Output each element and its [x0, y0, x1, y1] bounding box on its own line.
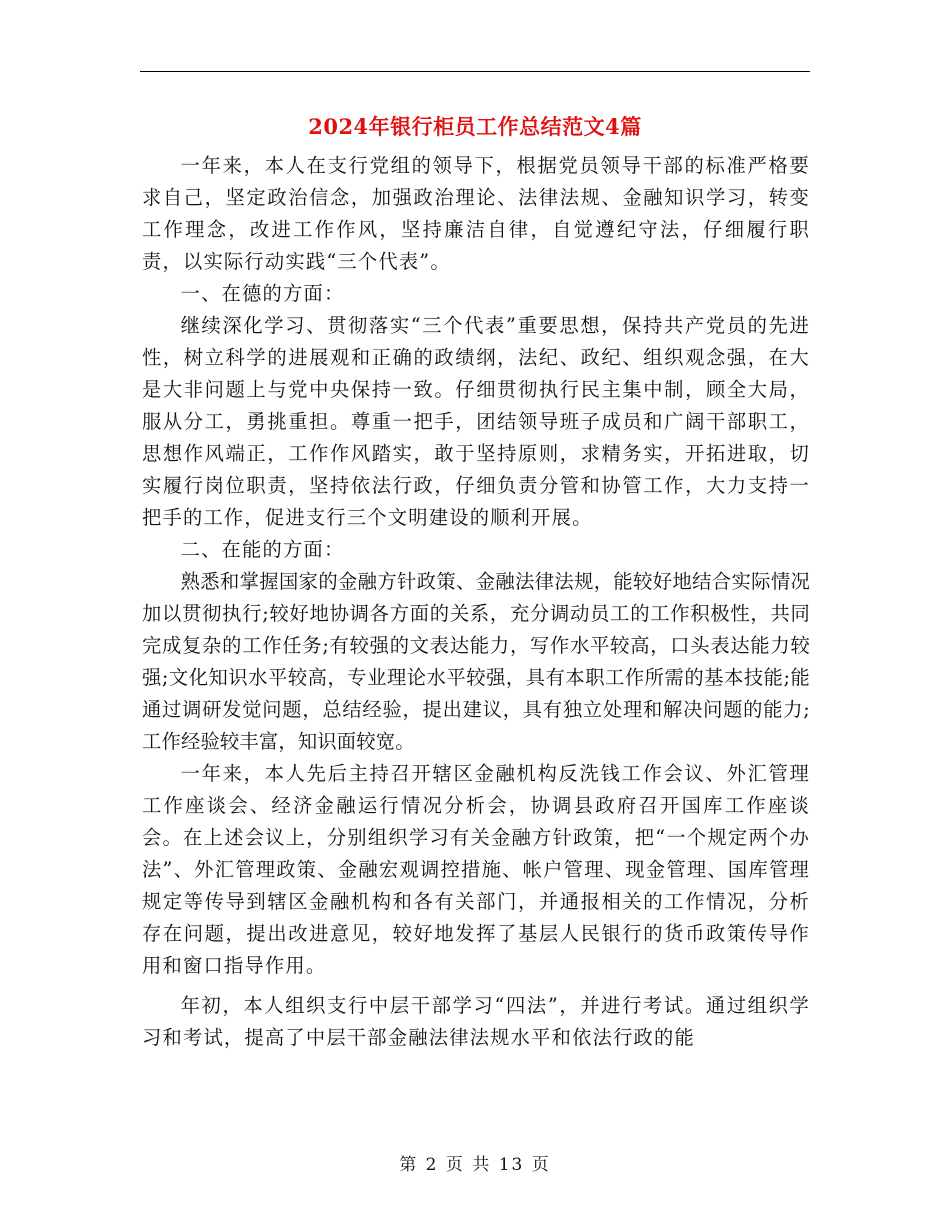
paragraph-intro: 一年来，本人在支行党组的领导下，根据党员领导干部的标准严格要求自己，坚定政治信念，加强政治理论、法律法规、金融知识学习，转变工作理念，改进工作作风，坚持廉洁自律，自觉遵纪守法，仔细履行职责，以实际行动实践“三个代表”。	[142, 154, 810, 273]
page-footer: 第 2 页 共 13 页	[399, 1155, 551, 1175]
paragraph-ability: 熟悉和掌握国家的金融方针政策、金融法律法规，能较好地结合实际情况加以贯彻执行;较好地协调各方面的关系，充分调动员工的工作积极性，共同完成复杂的工作任务;有较强的文表达能力，写作水平较高，口头表达能力较强;文化知识水平较高，专业理论水平较强，具有本职工作所需的基本技能;能通过调研发觉问题，总结经验，提出建议，具有独立处理和解决问题的能力;工作经验较丰富，知识面较宽。	[142, 570, 810, 753]
section-heading-morality: 一、在德的方面：	[180, 282, 345, 305]
header-rule	[140, 71, 810, 72]
paragraph-meetings: 一年来，本人先后主持召开辖区金融机构反洗钱工作会议、外汇管理工作座谈会、经济金融运行情况分析会，协调县政府召开国库工作座谈会。在上述会议上，分别组织学习有关金融方针政策，把“一个规定两个办法”、外汇管理政策、金融宏观调控措施、帐户管理、现金管理、国库管理规定等传导到辖区金融机构和各有关部门，并通报相关的工作情况，分析存在问题，提出改进意见，较好地发挥了基层人民银行的货币政策传导作用和窗口指导作用。	[142, 762, 810, 977]
section-heading-ability: 二、在能的方面：	[180, 538, 345, 561]
document-body	[142, 150, 810, 1054]
paragraph-training: 年初，本人组织支行中层干部学习“四法”，并进行考试。通过组织学习和考试，提高了中层干部金融法律法规水平和依法行政的能	[142, 994, 810, 1049]
paragraph-morality: 继续深化学习、贯彻落实“三个代表”重要思想，保持共产党员的先进性，树立科学的进展观和正确的政绩纲，法纪、政纪、组织观念强，在大是大非问题上与党中央保持一致。仔细贯彻执行民主集中制，顾全大局，服从分工，勇挑重担。尊重一把手，团结领导班子成员和广阔干部职工，思想作风端正，工作作风踏实，敢于坚持原则，求精务实，开拓进取，切实履行岗位职责，坚持依法行政，仔细负责分管和协管工作，大力支持一把手的工作，促进支行三个文明建设的顺利开展。	[142, 314, 810, 529]
document-title: 2024年银行柜员工作总结范文4篇	[308, 114, 642, 139]
